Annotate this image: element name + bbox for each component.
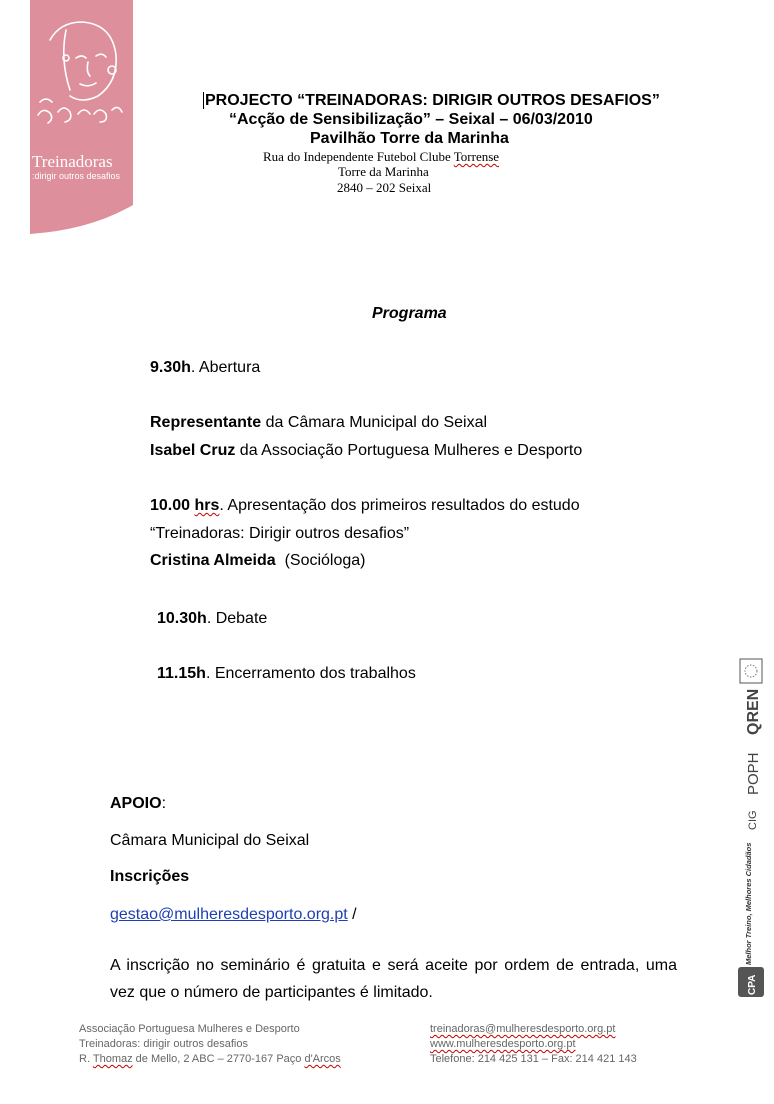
inscricoes-email-suffix: / (347, 906, 357, 923)
agenda-text: . Apresentação dos primeiros resultados do estudo (219, 497, 580, 514)
footer-address (79, 1053, 341, 1065)
footer-phone-fax: Telefone: 214 425 131 – Fax: 214 421 143 (430, 1053, 637, 1065)
agenda-item-debate (157, 610, 267, 628)
logo-text-treinadoras: Treinadoras (32, 152, 113, 171)
cpa-label: CPA (747, 974, 758, 995)
agenda-time: 10.30h (157, 610, 207, 627)
agenda-item-abertura (150, 359, 260, 377)
footer-address-part: R. (79, 1053, 93, 1065)
apoio-heading: APOIO (110, 795, 162, 812)
footer-email (430, 1023, 615, 1035)
speaker-representante (150, 414, 487, 432)
agenda-text: . Abertura (190, 359, 261, 376)
speaker-name: Cristina Almeida (150, 552, 276, 569)
project-title (203, 92, 660, 110)
apoio-label (110, 795, 166, 813)
eu-flag-icon (740, 659, 762, 683)
sponsor-logos-strip (734, 655, 768, 1000)
event-title: “Acção de Sensibilização” – Seixal – 06/03/2010 (229, 111, 593, 128)
agenda-item-apresentacao (150, 497, 580, 515)
agenda-text: . Debate (206, 610, 268, 627)
address-club: Torrense (453, 149, 500, 164)
agenda-item-encerramento (157, 665, 416, 683)
inscricoes-contact (110, 906, 357, 924)
logo-graphic (30, 0, 133, 234)
address-street: Rua do Independente Futebol Clube (263, 149, 454, 164)
speaker-name: Isabel Cruz (150, 442, 236, 459)
footer-website (430, 1038, 576, 1050)
sponsor-slogan: Melhor Treino, Melhores Cidadãos (744, 842, 753, 965)
agenda-time-unit: hrs (194, 497, 220, 514)
study-title: “Treinadoras: Dirigir outros desafios” (150, 525, 410, 542)
agenda-time: 9.30h (150, 359, 191, 376)
agenda-time: 10.00 (150, 497, 195, 514)
apoio-entity: Câmara Municipal do Seixal (110, 832, 310, 849)
footer-email-text[interactable]: treinadoras@mulheresdesporto.org.pt (430, 1023, 616, 1035)
speaker-name: Representante (150, 414, 262, 431)
apoio-colon: : (161, 795, 167, 812)
treinadoras-logo (30, 0, 133, 234)
footer-address-town: d'Arcos (304, 1053, 341, 1065)
speaker-role: (Socióloga) (275, 552, 366, 569)
cig-logo-icon: CIG (747, 810, 759, 830)
speaker-isabel-cruz (150, 442, 582, 460)
address-line-2: Torre da Marinha (338, 164, 429, 179)
footer-address-street: Thomaz (92, 1053, 133, 1065)
project-title-text: PROJECTO “TREINADORAS: DIRIGIR OUTROS DESAFIOS” (205, 92, 660, 109)
footer-address-part: de Mello, 2 ABC – 2770-167 Paço (132, 1053, 305, 1065)
programa-heading: Programa (372, 305, 447, 322)
logo-text-subtitle: :dirigir outros desafios (32, 171, 121, 181)
speaker-affiliation: da Câmara Municipal do Seixal (261, 414, 488, 431)
footer-project-name: Treinadoras: dirigir outros desafios (79, 1038, 248, 1050)
speaker-cristina-almeida (150, 552, 366, 570)
address-line-3: 2840 – 202 Seixal (337, 180, 432, 195)
inscricoes-email-link[interactable]: gestao@mulheresdesporto.org.pt (110, 906, 348, 923)
agenda-time: 11.15h (157, 665, 206, 682)
speaker-affiliation: da Associação Portuguesa Mulheres e Desporto (235, 442, 583, 459)
venue-title: Pavilhão Torre da Marinha (310, 130, 509, 147)
footer-org-name: Associação Portuguesa Mulheres e Desporto (79, 1023, 300, 1035)
poph-logo-icon: POPH (745, 752, 762, 795)
qren-logo-icon: QREN (745, 688, 762, 735)
agenda-text: . Encerramento dos trabalhos (205, 665, 416, 682)
sponsor-logos (734, 655, 768, 1000)
inscricoes-heading: Inscrições (110, 868, 190, 885)
address-line-1 (263, 149, 499, 165)
inscricoes-note: A inscrição no seminário é gratuita e será aceite por ordem de entrada, uma vez que o número de participantes é limitado. (110, 957, 677, 1001)
footer-website-text[interactable]: www.mulheresdesporto.org.pt (430, 1038, 576, 1050)
